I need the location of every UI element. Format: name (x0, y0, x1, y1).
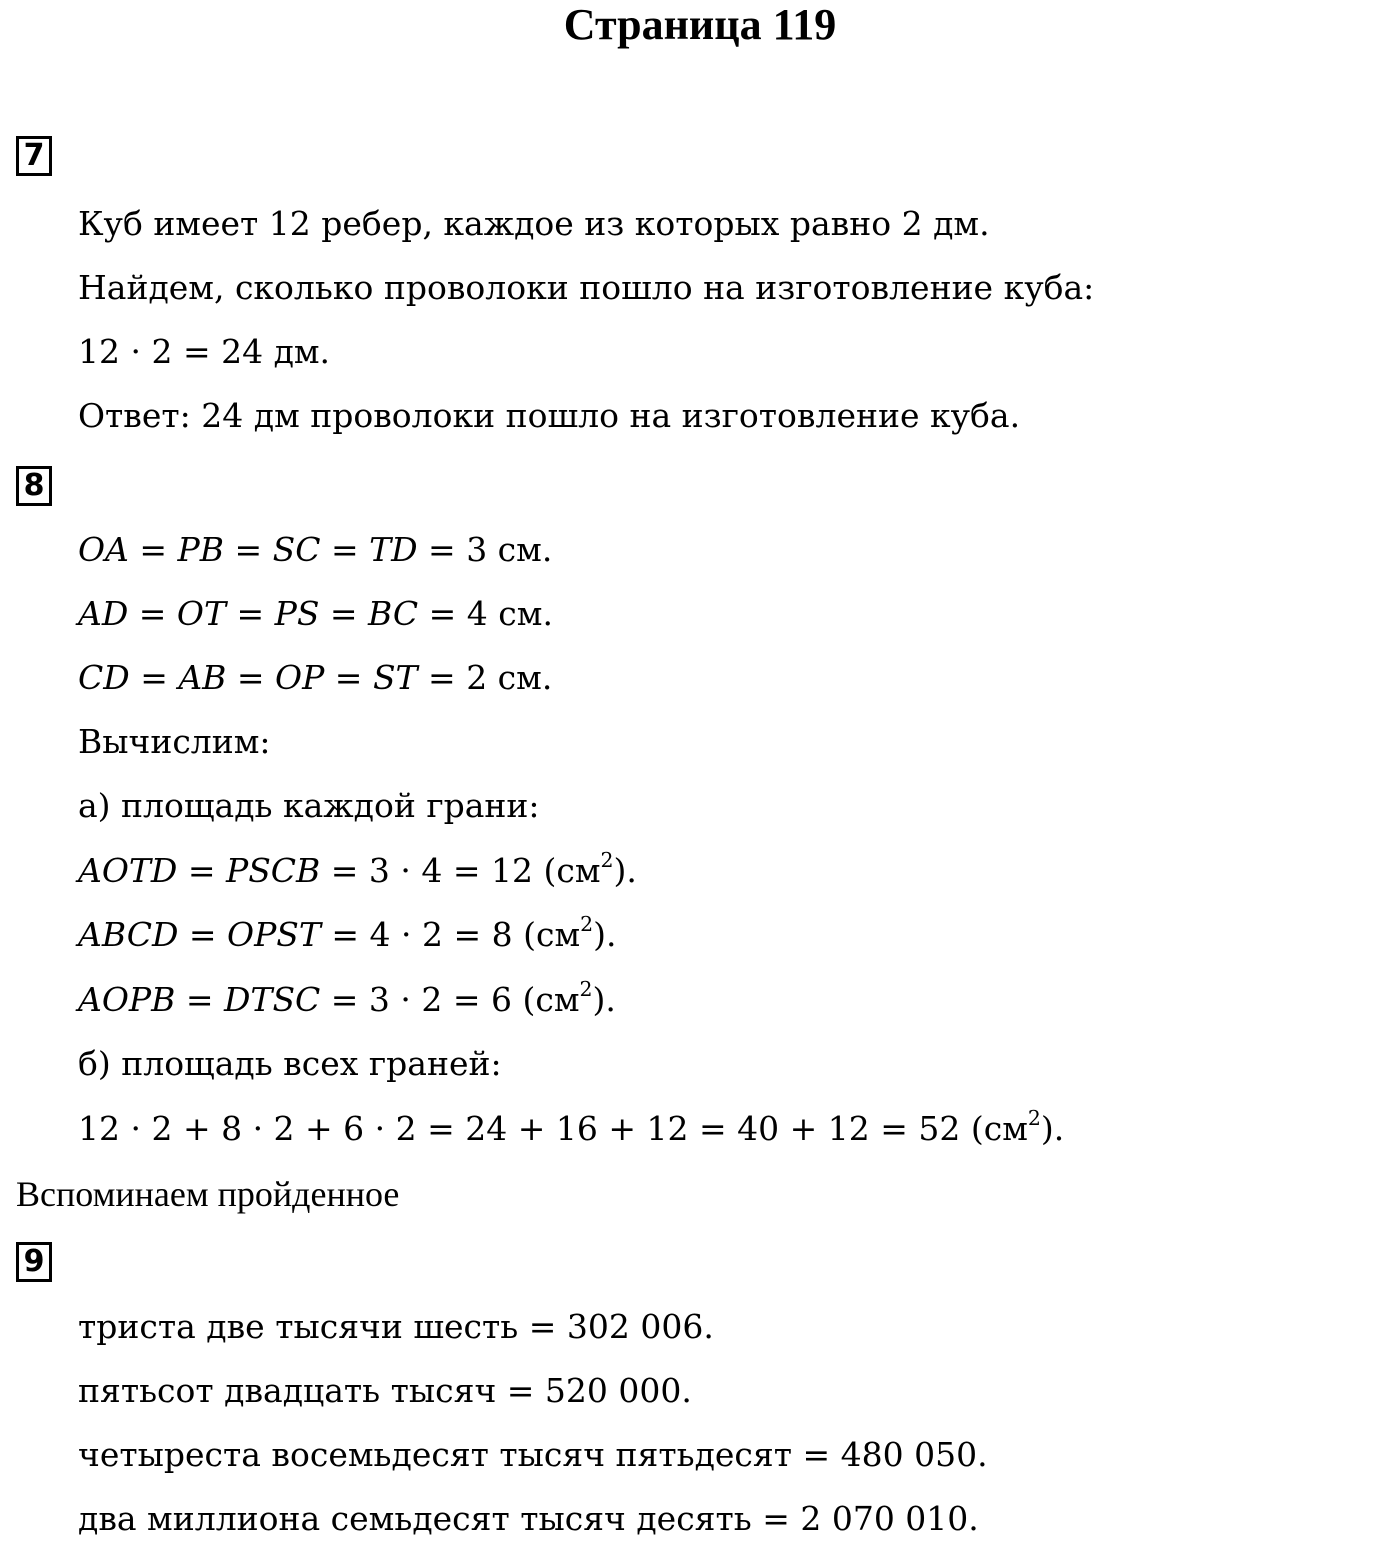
answer-line: Ответ: 24 дм проволоки пошло на изготовление куба. (78, 396, 1021, 435)
math-expression: AD = OT = PS = BC (78, 594, 419, 633)
exponent: 2 (1027, 1105, 1041, 1130)
exponent: 2 (580, 911, 594, 936)
math-expression: OA = PB = SC = TD (78, 530, 418, 569)
math-expression: ABCD = OPST (78, 915, 321, 954)
equation-value: = 2 см. (417, 658, 553, 697)
equation-value: = 4 см. (418, 594, 553, 633)
solution-line: 12 · 2 = 24 дм. (78, 332, 331, 371)
equation-end: ). (1040, 1109, 1065, 1148)
equation-end: ). (592, 980, 616, 1019)
solution-line: Найдем, сколько проволоки пошло на изготовление куба: (78, 268, 1095, 307)
equation-end: ). (593, 915, 617, 954)
equation-line (78, 1107, 1064, 1151)
equation-line (78, 849, 637, 893)
equation-value: 12 · 2 + 8 · 2 + 6 · 2 = 24 + 16 + 12 = 40 + 12 = 52 (см (78, 1109, 1028, 1148)
solution-line: Вычислим: (78, 722, 271, 761)
section-heading: Вспоминаем пройденное (16, 1174, 400, 1214)
equation-end: ). (613, 851, 637, 890)
equation-line (78, 913, 617, 957)
solution-line: четыреста восемьдесят тысяч пятьдесят = 480 050. (78, 1435, 988, 1474)
task-number-box: 9 (16, 1242, 52, 1282)
solution-line: пятьсот двадцать тысяч = 520 000. (78, 1371, 692, 1410)
equation-value: = 3 · 2 = 6 (см (320, 980, 580, 1019)
equation-line (78, 528, 552, 572)
equation-line (78, 656, 552, 700)
equation-line (78, 978, 616, 1022)
equation-value: = 3 · 4 = 12 (см (320, 851, 601, 890)
task-number-box: 8 (16, 466, 52, 506)
task-number-box: 7 (16, 136, 52, 176)
equation-value: = 4 · 2 = 8 (см (320, 915, 581, 954)
solution-line: два миллиона семьдесят тысяч десять = 2 070 010. (78, 1499, 979, 1538)
math-expression: CD = AB = OP = ST (78, 658, 418, 697)
solution-line: б) площадь всех граней: (78, 1044, 502, 1083)
solution-line: а) площадь каждой грани: (78, 786, 540, 825)
equation-value: = 3 см. (417, 530, 553, 569)
math-expression: AOPB = DTSC (78, 980, 321, 1019)
solution-line: триста две тысячи шесть = 302 006. (78, 1307, 714, 1346)
equation-line (78, 592, 553, 636)
exponent: 2 (600, 847, 614, 872)
exponent: 2 (579, 976, 593, 1001)
page-title: Страница 119 (563, 0, 837, 49)
solution-line: Куб имеет 12 ребер, каждое из которых равно 2 дм. (78, 204, 990, 243)
math-expression: AOTD = PSCB (78, 851, 321, 890)
